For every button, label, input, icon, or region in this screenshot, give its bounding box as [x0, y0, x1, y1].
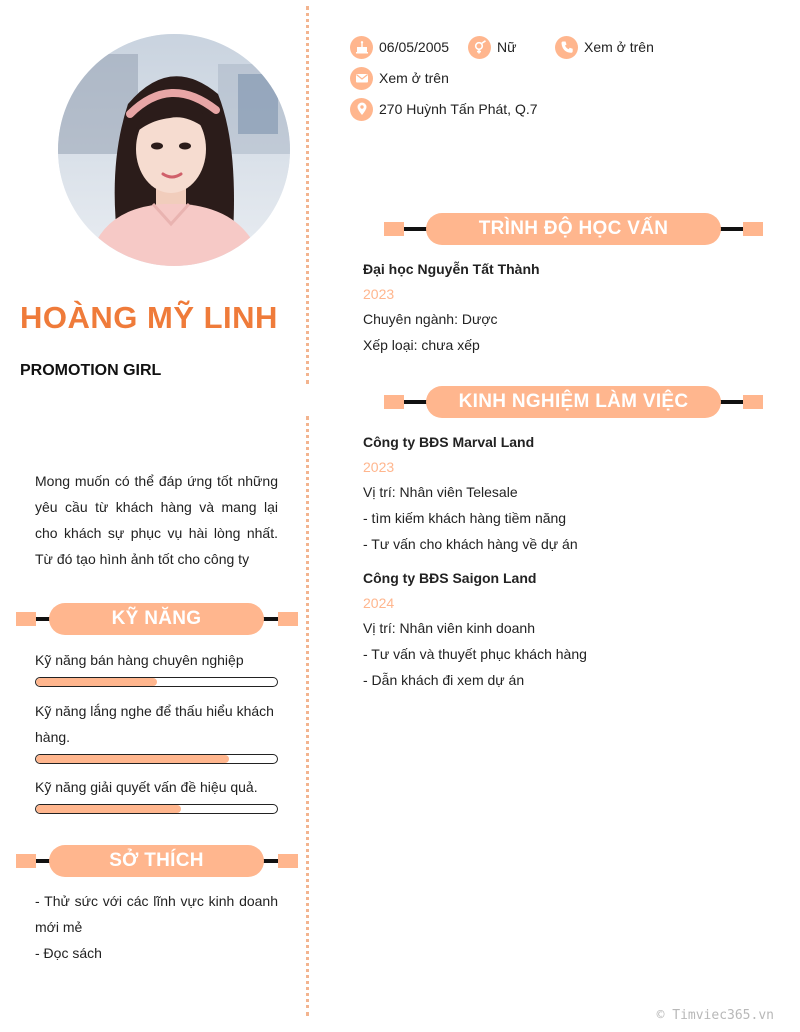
- skill-bar-fill: [36, 755, 229, 763]
- dob-value: 06/05/2005: [379, 39, 450, 55]
- hobbies-list: [35, 888, 278, 966]
- address-value: 270 Huỳnh Tấn Phát, Q.7: [379, 101, 538, 117]
- phone-info: [555, 35, 654, 59]
- education-year: 2023: [363, 286, 395, 302]
- school-name: Đại học Nguyễn Tất Thành: [363, 261, 540, 277]
- job-year: 2023: [363, 459, 395, 475]
- skill-bar: [35, 804, 278, 814]
- job-position: Vị trí: Nhân viên Telesale: [363, 484, 518, 500]
- career-objective: Mong muốn có thể đáp ứng tốt những yêu cầu từ khách hàng và mang lại cho khách sự phục vụ hài lòng nhất. Từ đó tạo hình ảnh tốt cho công ty: [35, 473, 278, 567]
- location-icon: [350, 98, 373, 121]
- skills-heading: [16, 603, 298, 635]
- heading-tab-left: [16, 854, 36, 868]
- heading-tab-right: [278, 612, 298, 626]
- email-info: [350, 66, 449, 90]
- watermark: © Timviec365.vn: [656, 1008, 774, 1023]
- heading-tab-left: [384, 222, 404, 236]
- candidate-name: HOÀNG MỸ LINH: [20, 300, 278, 335]
- education-heading-label: TRÌNH ĐỘ HỌC VẤN: [426, 213, 721, 245]
- experience-heading-label: KINH NGHIỆM LÀM VIỆC: [426, 386, 721, 418]
- education-major: Chuyên ngành: Dược: [363, 311, 498, 327]
- gender-value: Nữ: [497, 39, 517, 55]
- column-divider-bottom: [306, 416, 309, 1016]
- gender-info: [468, 35, 516, 59]
- job-duty: - Tư vấn cho khách hàng về dự án: [363, 536, 578, 552]
- phone-icon: [555, 36, 578, 59]
- skill-bar: [35, 754, 278, 764]
- skill-bar-fill: [36, 678, 157, 686]
- job-position: Vị trí: Nhân viên kinh doanh: [363, 620, 535, 636]
- heading-tab-right: [743, 395, 763, 409]
- dob-info: [350, 35, 449, 59]
- skills-heading-label: KỸ NĂNG: [49, 603, 264, 635]
- hobbies-heading: [16, 845, 298, 877]
- job-title: PROMOTION GIRL: [20, 362, 162, 379]
- heading-tab-right: [743, 222, 763, 236]
- column-divider-top: [306, 6, 309, 384]
- skill-bar-fill: [36, 805, 181, 813]
- education-heading: [384, 213, 763, 245]
- job-duty: - tìm kiếm khách hàng tiềm năng: [363, 510, 567, 526]
- job-year: 2024: [363, 595, 395, 611]
- skill-label: Kỹ năng giải quyết vấn đề hiệu quả.: [35, 779, 258, 795]
- phone-value: Xem ở trên: [584, 39, 654, 55]
- heading-tab-left: [16, 612, 36, 626]
- hobby-item: - Thử sức với các lĩnh vực kinh doanh mới mẻ: [35, 893, 278, 935]
- experience-entry: [363, 429, 763, 557]
- address-info: [350, 97, 538, 121]
- hobbies-heading-label: SỞ THÍCH: [49, 845, 264, 877]
- heading-tab-left: [384, 395, 404, 409]
- education-entry: [363, 256, 763, 358]
- company-name: Công ty BĐS Marval Land: [363, 434, 535, 450]
- cake-icon: [350, 36, 373, 59]
- email-value: Xem ở trên: [379, 70, 449, 86]
- job-duty: - Tư vấn và thuyết phục khách hàng: [363, 646, 587, 662]
- hobby-item: - Đọc sách: [35, 945, 102, 961]
- experience-entry: [363, 565, 763, 693]
- skill-label: Kỹ năng lắng nghe để thấu hiểu khách hàng.: [35, 703, 274, 745]
- skill-bar: [35, 677, 278, 687]
- avatar-photo: [58, 34, 290, 266]
- gender-icon: [468, 36, 491, 59]
- experience-heading: [384, 386, 763, 418]
- heading-tab-right: [278, 854, 298, 868]
- education-grade: Xếp loại: chưa xếp: [363, 337, 480, 353]
- company-name: Công ty BĐS Saigon Land: [363, 570, 537, 586]
- skill-label: Kỹ năng bán hàng chuyên nghiệp: [35, 652, 244, 668]
- job-duty: - Dẫn khách đi xem dự án: [363, 672, 525, 688]
- mail-icon: [350, 67, 373, 90]
